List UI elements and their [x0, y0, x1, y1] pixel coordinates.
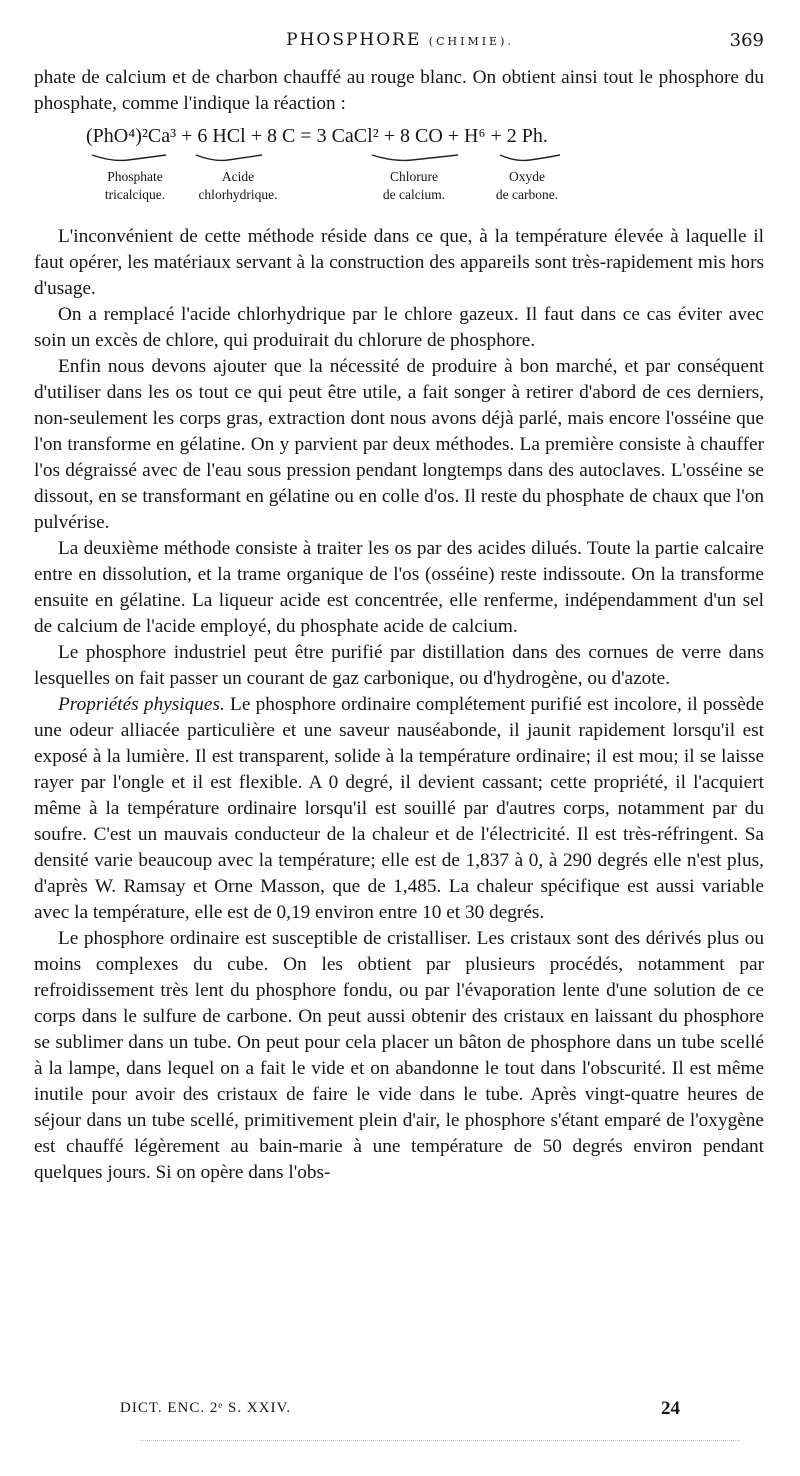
page-title — [34, 30, 766, 50]
page-footer — [120, 1398, 680, 1422]
intro-paragraph: phate de calcium et de charbon chauffé au rouge blanc. On obtient ainsi tout le phosphore du phosphate, comme l'indique la réaction : — [34, 67, 764, 114]
title-main: PHOSPHORE — [286, 30, 422, 50]
paragraph-body: Le phosphore ordinaire complétement purifié est incolore, il possède une odeur alliacée particulière et une saveur nauséabonde, il jaunit rapidement lorsqu'il est exposé à la lumière. Il est transparent, solide à la température ordinaire; il est mou; il se laisse rayer par l'ongle et il est flexible. A 0 degré, il devient cassant; cette propriété, il l'acquiert même à la température ordinaire lorsqu'il est souillé par d'autres corps, notamment par du soufre. C'est un mauvais conducteur de la chaleur et de l'électricité. Il est très-réfringent. Sa densité varie beaucoup avec la température; elle est de 1,837 à 0, à 290 degrés elle n'est plus, d'après W. Ramsay et Orne Masson, que de 1,485. La chaleur spécifique est aussi variable avec la température, elle est de 0,19 environ entre 10 et 30 degrés. — [34, 694, 765, 923]
page-number: 369 — [729, 30, 764, 51]
label-acide: Acide chlorhydrique. — [198, 169, 278, 202]
paragraph: Enfin nous devons ajouter que la nécessité de produire à bon marché, et par conséquent d'utiliser dans les os tout ce qui peut être utile, a fait songer à retirer d'abord de ces derniers, non-seulement les corps gras, extraction dont nous avons déjà parlé, mais encore l'osséine que l'on transforme en gélatine. On y parvient par deux méthodes. La première consiste à chauffer l'os dégraissé avec de l'eau sous pression pendant longtemps dans des autoclaves. L'osséine se dissout, en se transformant en gélatine ou en colle d'os. Il reste du phosphate de chaux que l'on pulvérise. — [34, 356, 764, 533]
scan-artifact-dots — [140, 1440, 740, 1445]
paragraph: On a remplacé l'acide chlorhydrique par le chlore gazeux. Il faut dans ce cas éviter avec soin un excès de chlore, qui produirait du chlorure de phosphore. — [34, 304, 764, 351]
equation-underbraces — [0, 152, 800, 166]
body-text — [34, 224, 764, 1186]
paragraph: L'inconvénient de cette méthode réside dans ce que, à la température élevée à laquelle il faut opérer, les matériaux servant à la construction des appareils sont très-rapidement mis hors d'usage. — [34, 226, 764, 299]
title-subtitle: (CHIMIE). — [428, 35, 514, 48]
underbrace-oxyde — [500, 155, 560, 160]
chemical-equation: (PhO⁴)²Ca³ + 6 HCl + 8 C = 3 CaCl² + 8 CO + H⁶ + 2 Ph. — [86, 125, 548, 147]
underbrace-phosphate — [92, 155, 166, 160]
label-chlorure: Chlorure de calcium. — [382, 169, 446, 202]
volume-reference: DICT. ENC. 2ᵉ S. XXIV. — [120, 1400, 292, 1416]
intro-block — [34, 65, 764, 117]
paragraph: Le phosphore ordinaire est susceptible de cristalliser. Les cristaux sont des dérivés plus ou moins complexes du cube. On les obtient par plusieurs procédés, notamment par refroidissement très lent du phosphore fondu, ou par l'évaporation lente d'une solution de ce corps dans le sulfure de carbone. On peut aussi obtenir des cristaux en laissant du phosphore se sublimer dans un tube. On peut pour cela placer un bâton de phosphore dans un tube scellé à la lampe, dans lequel on a fait le vide et on abandonne le tout dans l'obscurité. Il est même inutile pour avoir des cristaux de faire le vide dans le tube. Après vingt-quatre heures de séjour dans un tube scellé, primitivement plein d'air, le phosphore s'étant emparé de l'oxygène est chauffé légèrement au bain-marie à une température de 50 degrés environ pendant quelques jours. Si on opère dans l'obs- — [34, 928, 764, 1183]
paragraph: La deuxième méthode consiste à traiter les os par des acides dilués. Toute la partie calcaire entre en dissolution, et la trame organique de l'os (osséine) reste indissoute. On la transforme ensuite en gélatine. La liqueur acide est concentrée, elle renferme, indépendamment d'un sel de calcium de l'acide employé, du phosphate acide de calcium. — [34, 538, 764, 637]
label-oxyde: Oxyde de carbone. — [495, 169, 559, 202]
signature-mark: 24 — [661, 1398, 680, 1419]
underbrace-chlorure — [372, 155, 458, 160]
section-lead: Propriétés physiques. — [58, 694, 225, 715]
equation-labels — [0, 168, 800, 208]
paragraph-proprietes — [34, 692, 764, 926]
paragraph: Le phosphore industriel peut être purifié par distillation dans des cornues de verre dans lesquelles on fait passer un courant de gaz carbonique, ou d'hydrogène, ou d'azote. — [34, 642, 764, 689]
underbrace-acide — [196, 155, 262, 160]
running-head — [34, 30, 766, 54]
label-phosphate: Phosphate tricalcique. — [104, 169, 166, 202]
